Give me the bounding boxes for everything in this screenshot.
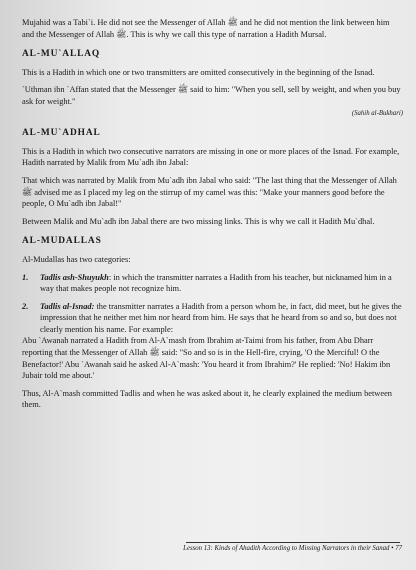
list-item xyxy=(22,301,403,336)
list-text: : in which the transmitter narrates a Hadith from his teacher, but nicknamed him in a way that makes people not recognize him. xyxy=(40,272,392,294)
intro-paragraph: Mujahid was a Tabi`i. He did not see the Messenger of Allah ﷺ and he did not mention the link between him and the Messenger of Allah ﷺ. This is why we call this type of narration a Hadith Mursal. xyxy=(22,18,390,39)
muallaq-source: (Sahih al-Bukhari) xyxy=(351,109,403,117)
page-content xyxy=(22,17,403,411)
mudallas-example-quote: Abu `Awanah narrated a Hadith from Al-A`mash from Ibrahim at-Taimi from his father, from Abu Dharr reporting that the Messenger of Allah ﷺ said: "So and so is in the Hell-fire, crying, 'O the Merciful! O the Benefactor!' Abu `Awanah said he asked Al-A`mash: 'You heard it from Ibrahim?' He replied: 'No! Hakim ibn Jubair told me about.' xyxy=(22,336,391,381)
footer-rule xyxy=(186,542,400,543)
list-number: 1. xyxy=(22,272,29,282)
heading-muadhal: AL-MU`ADHAL xyxy=(22,128,101,139)
page-footer: Lesson 13: Kinds of Ahadith According to Missing Narrators in their Sanad • 77 xyxy=(183,545,402,552)
muadhal-example-quote: That which was narrated by Malik from Mu`adh ibn Jabal who said: "The last thing that the Messenger of Allah ﷺ advised me as I placed my leg on the stirrup of my camel was this: "Make your manners good before the people, O Mu`adh ibn Jabal!" xyxy=(22,175,397,209)
mudallas-conclusion: Thus, Al-A`mash committed Tadlis and when he was asked about it, he clearly explained the medium between them. xyxy=(22,388,392,410)
muadhal-explanation: Between Malik and Mu`adh ibn Jabal there are two missing links. This is why we call it Hadith Mu`dhal. xyxy=(22,216,375,226)
muadhal-definition: This is a Hadith in which two consecutive narrators are missing in one or more places of the Isnad. For example, Hadith narrated by Malik from Mu`adh ibn Jabal: xyxy=(22,146,400,168)
list-item xyxy=(22,272,403,295)
heading-mudallas: AL-MUDALLAS xyxy=(22,236,102,247)
mudallas-intro: Al-Mudallas has two categories: xyxy=(22,254,131,264)
muallaq-example-quote: `Uthman ibn `Affan stated that the Messenger ﷺ said to him: "When you sell, sell by weight, and when you buy ask for weight." xyxy=(22,85,401,106)
list-number: 2. xyxy=(22,301,29,311)
list-term: Tadlis al-Isnad: xyxy=(40,301,95,311)
list-text: the transmitter narrates a Hadith from a person whom he, in fact, did meet, but he gives the impression that he neither met him nor heard from him. He says that he heard from so and so, but does not clearly mention his name. For example: xyxy=(40,301,402,334)
list-term: Tadlis ash-Shuyukh xyxy=(40,272,109,282)
heading-muallaq: AL-MU`ALLAQ xyxy=(22,49,101,60)
muallaq-definition: This is a Hadith in which one or two transmitters are omitted consecutively in the beginning of the Isnad. xyxy=(22,67,375,77)
